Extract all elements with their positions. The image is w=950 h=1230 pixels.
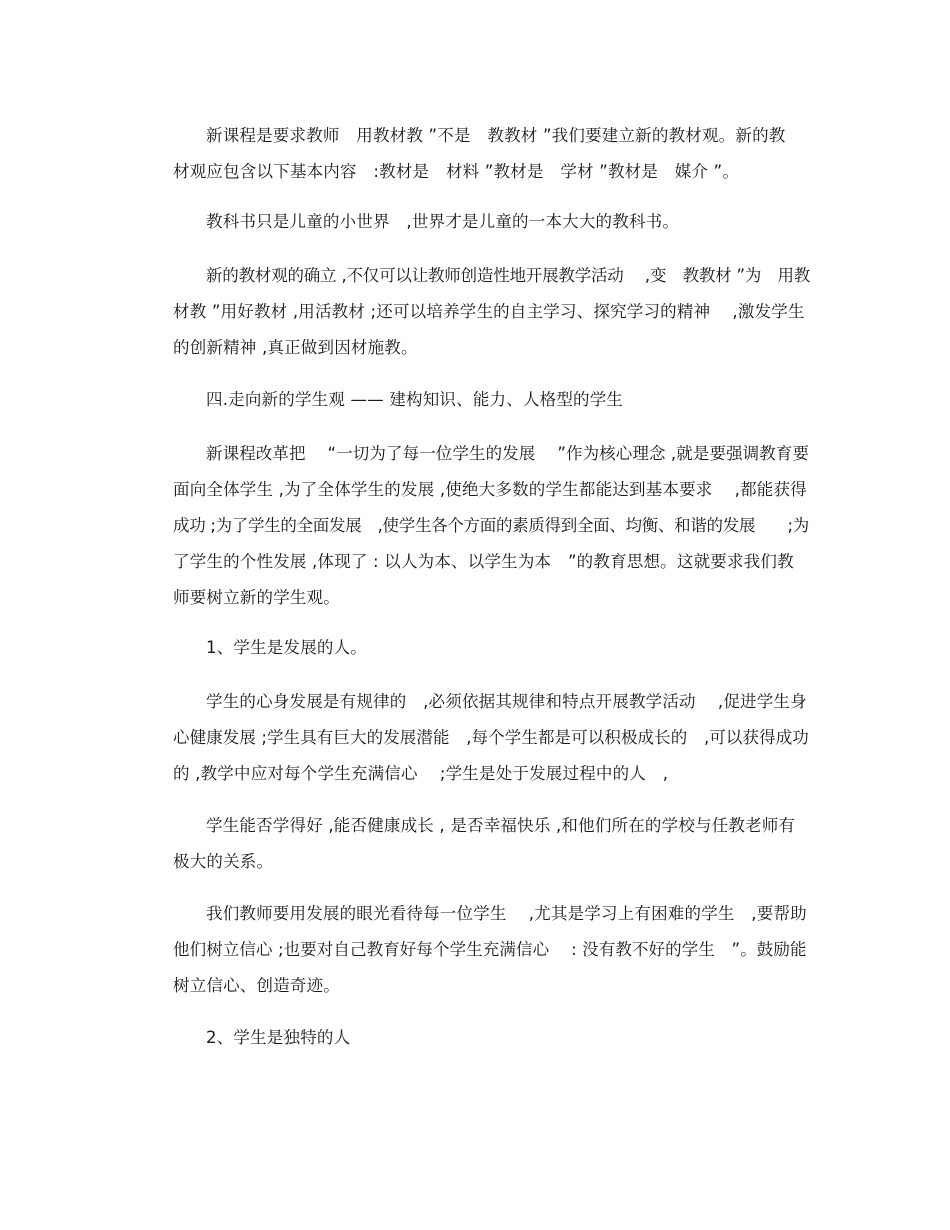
paragraph-textbook-view bbox=[140, 118, 810, 190]
text-line: 材观应包含以下基本内容 :教材是 材料 ”教材是 学材 ”教材是 媒介 ”。 bbox=[173, 162, 740, 181]
subheading-developing-person bbox=[140, 630, 810, 666]
text-line: 的创新精神 ,真正做到因材施教。 bbox=[173, 338, 418, 357]
text-line: 了学生的个性发展 ,体现了 : 以人为本、以学生为本 ”的教育思想。这就要求我们教 bbox=[173, 552, 794, 571]
subheading-text: 1、学生是发展的人。 bbox=[206, 638, 367, 657]
text-line: 新课程是要求教师 用教材教 ”不是 教教材 ”我们要建立新的教材观。新的教 bbox=[206, 126, 786, 145]
text-line: 师要树立新的学生观。 bbox=[173, 588, 340, 607]
text-line: 他们树立信心 ;也要对自己教育好每个学生充满信心 : 没有教不好的学生 ”。鼓励能 bbox=[173, 940, 807, 959]
text-line: 新课程改革把 “一切为了每一位学生的发展 ”作为核心理念 ,就是要强调教育要 bbox=[206, 444, 810, 463]
text-line: 我们教师要用发展的眼光看待每一位学生 ,尤其是学习上有困难的学生 ,要帮助 bbox=[206, 904, 807, 923]
subheading-unique-person bbox=[140, 1020, 810, 1056]
text-line: 心健康发展 ;学生具有巨大的发展潜能 ,每个学生都是可以积极成长的 ,可以获得成功 bbox=[173, 728, 809, 747]
section-heading-text: 四.走向新的学生观 —— 建构知识、能力、人格型的学生 bbox=[206, 390, 624, 409]
text-line: 学生能否学得好 ,能否健康成长 , 是否幸福快乐 ,和他们所在的学校与任教老师有 bbox=[206, 816, 796, 835]
text-line: 成功 ;为了学生的全面发展 ,使学生各个方面的素质得到全面、均衡、和谐的发展 ;为 bbox=[173, 516, 810, 535]
paragraph-reform-concept bbox=[140, 436, 810, 616]
paragraph-school-relation bbox=[140, 808, 810, 880]
subheading-text: 2、学生是独特的人 bbox=[206, 1028, 351, 1047]
text-line: 教科书只是儿童的小世界 ,世界才是儿童的一本大大的教科书。 bbox=[206, 212, 680, 231]
text-line: 学生的心身发展是有规律的 ,必须依据其规律和特点开展教学活动 ,促进学生身 bbox=[206, 692, 807, 711]
text-line: 面向全体学生 ,为了全体学生的发展 ,使绝大多数的学生都能达到基本要求 ,都能获得 bbox=[173, 480, 807, 499]
text-line: 的 ,教学中应对每个学生充满信心 ;学生是处于发展过程中的人 , bbox=[173, 764, 669, 783]
section-heading-student-view bbox=[140, 382, 810, 418]
paragraph-textbook-establish bbox=[140, 258, 810, 366]
paragraph-teacher-view bbox=[140, 896, 810, 1004]
paragraph-development-law bbox=[140, 684, 810, 792]
text-line: 材教 ”用好教材 ,用活教材 ;还可以培养学生的自主学习、探究学习的精神 ,激发学生 bbox=[173, 302, 805, 321]
paragraph-textbook-world bbox=[140, 204, 810, 240]
text-line: 极大的关系。 bbox=[173, 852, 274, 871]
text-line: 树立信心、创造奇迹。 bbox=[173, 976, 340, 995]
text-line: 新的教材观的确立 ,不仅可以让教师创造性地开展教学活动 ,变 教教材 ”为 用教 bbox=[206, 266, 811, 285]
